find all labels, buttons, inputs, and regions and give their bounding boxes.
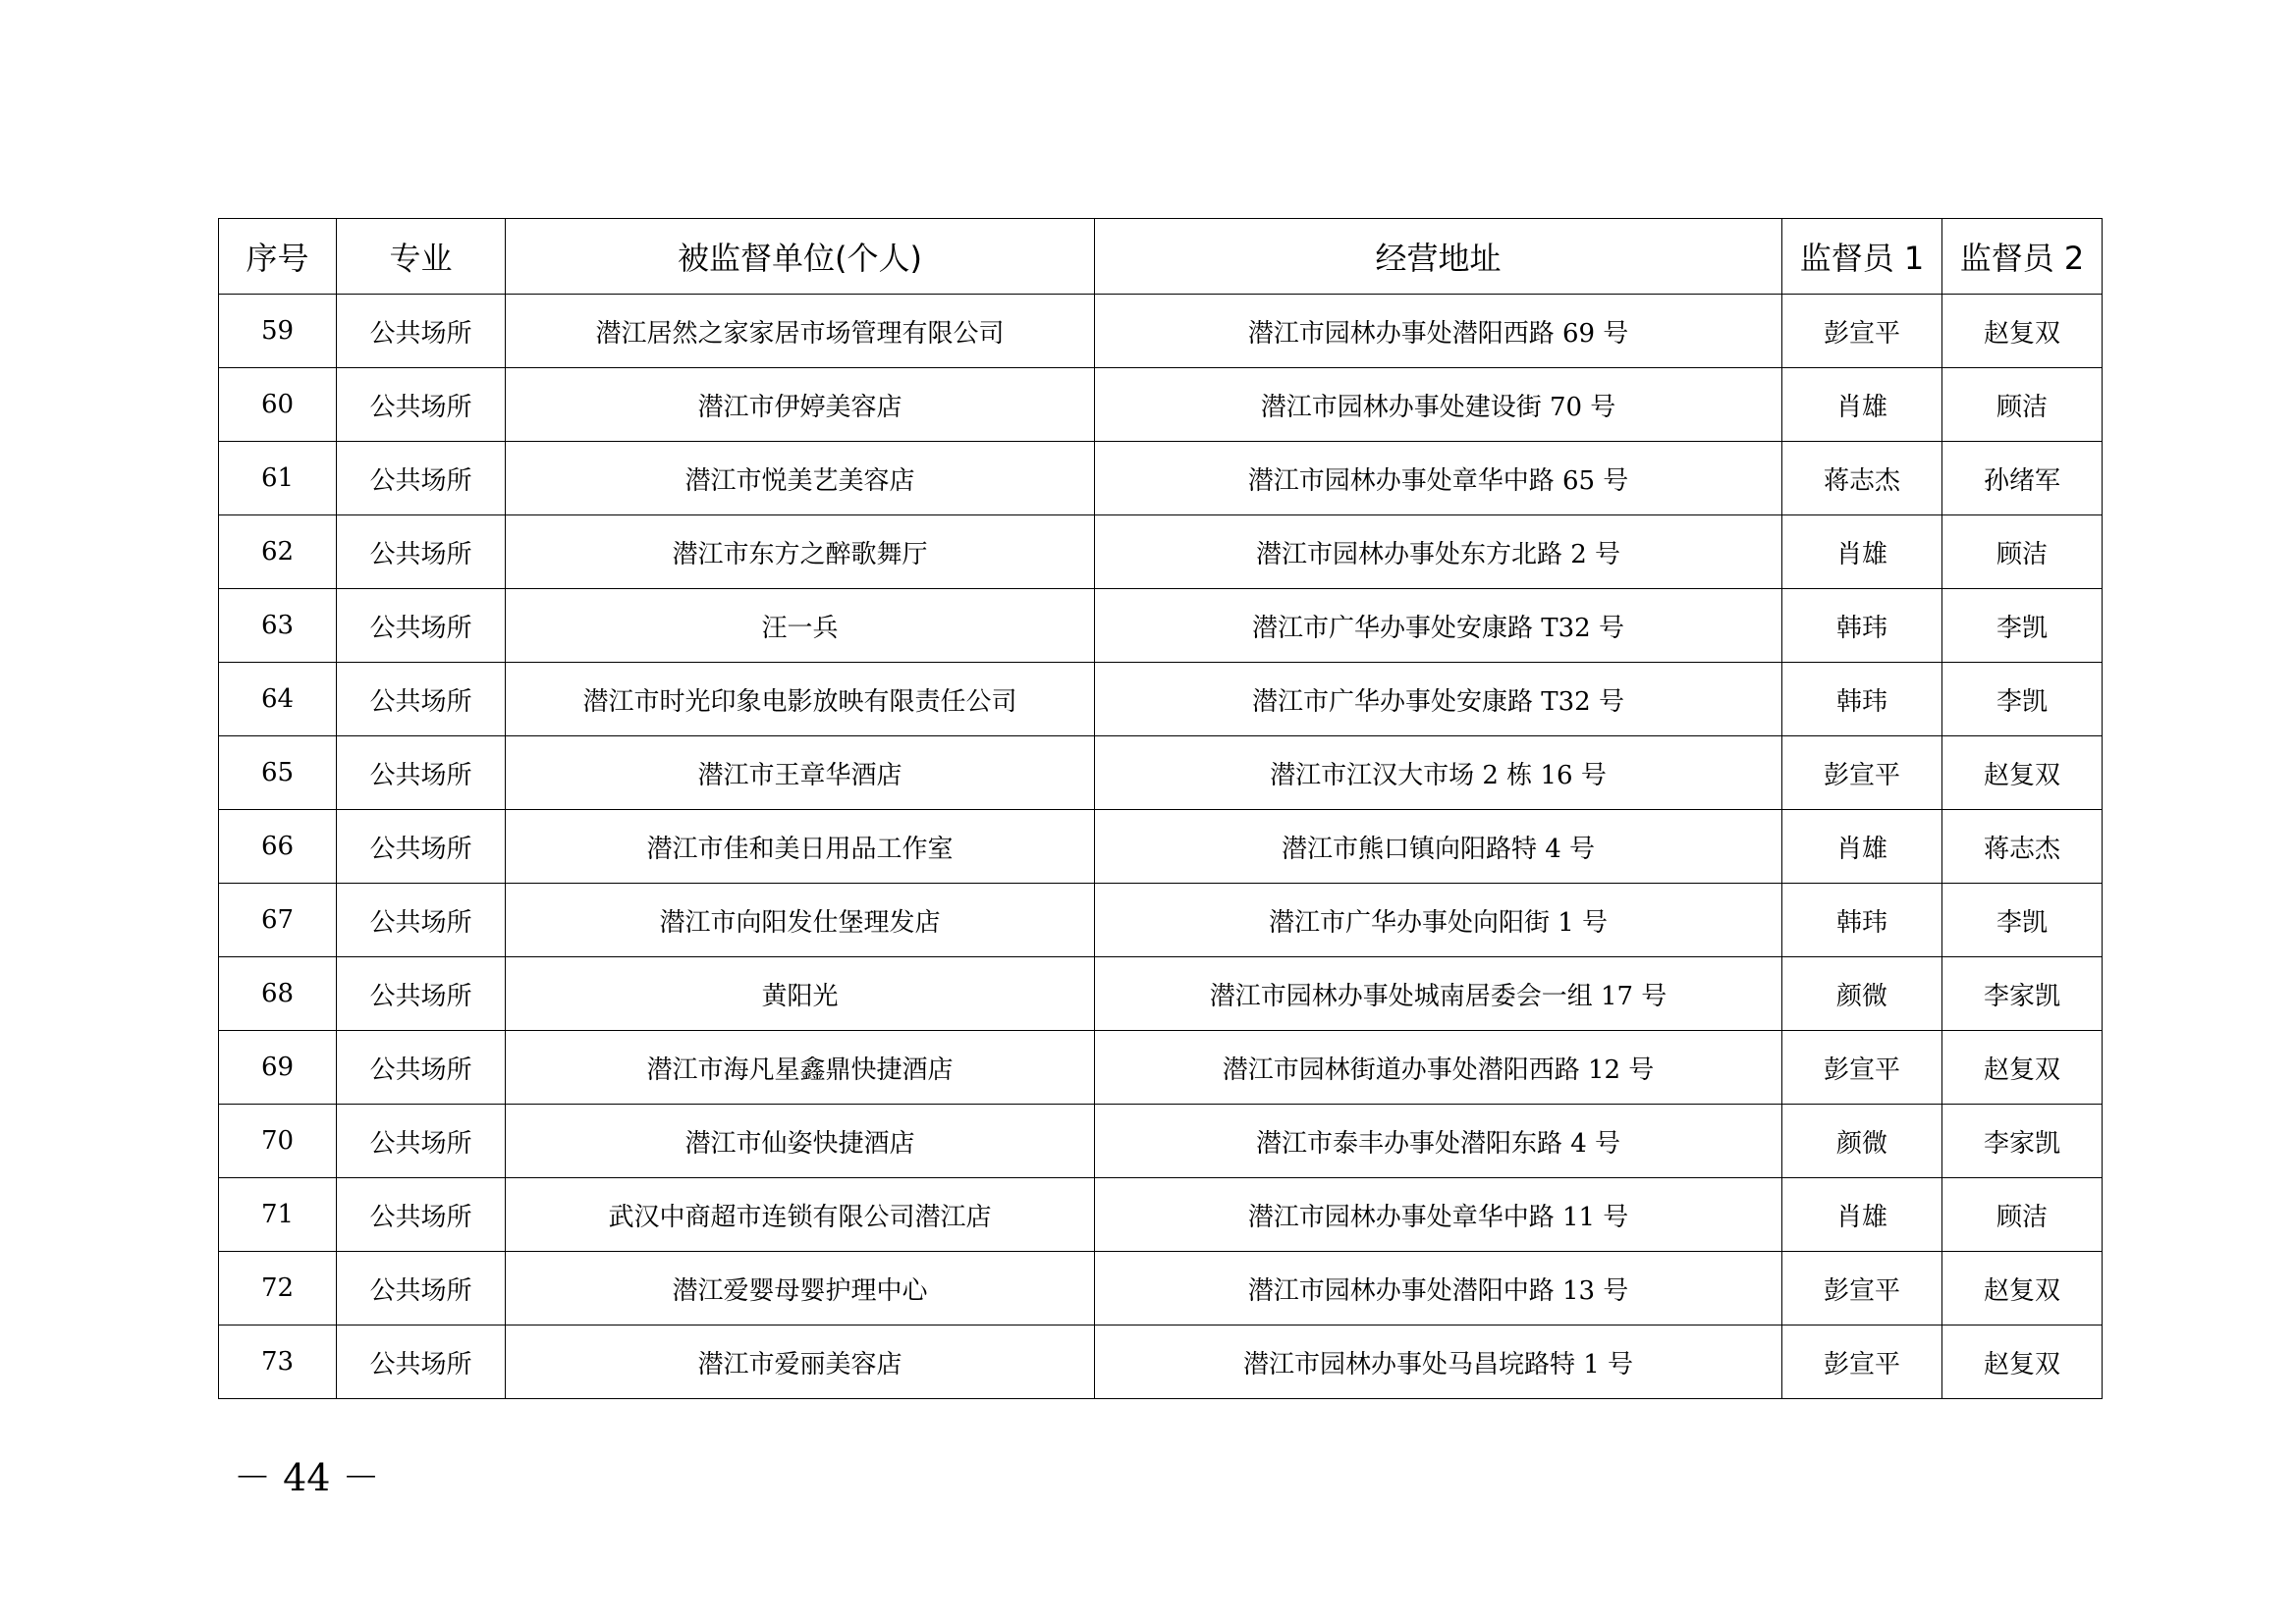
table-row [219, 442, 2103, 515]
cell-supervisor-2: 赵复双 [1942, 736, 2103, 810]
cell-supervised-unit: 潜江市爱丽美容店 [506, 1325, 1095, 1399]
cell-supervised-unit: 黄阳光 [506, 957, 1095, 1031]
cell-profession: 公共场所 [337, 589, 506, 663]
cell-supervised-unit: 武汉中商超市连锁有限公司潜江店 [506, 1178, 1095, 1252]
cell-supervisor-2: 顾洁 [1942, 515, 2103, 589]
cell-supervisor-2: 顾洁 [1942, 1178, 2103, 1252]
cell-address: 潜江市园林办事处城南居委会一组 17 号 [1095, 957, 1782, 1031]
cell-address: 潜江市园林办事处潜阳中路 13 号 [1095, 1252, 1782, 1325]
cell-seq: 71 [219, 1178, 337, 1252]
cell-supervisor-2: 赵复双 [1942, 295, 2103, 368]
cell-supervisor-1: 韩玮 [1782, 884, 1942, 957]
cell-profession: 公共场所 [337, 442, 506, 515]
cell-seq: 63 [219, 589, 337, 663]
table-row [219, 368, 2103, 442]
cell-supervisor-1: 蒋志杰 [1782, 442, 1942, 515]
table-row [219, 663, 2103, 736]
table-header [219, 219, 2103, 295]
cell-supervisor-1: 韩玮 [1782, 589, 1942, 663]
cell-supervisor-2: 李凯 [1942, 884, 2103, 957]
cell-supervisor-2: 李家凯 [1942, 957, 2103, 1031]
cell-supervisor-2: 赵复双 [1942, 1325, 2103, 1399]
table-row [219, 884, 2103, 957]
cell-profession: 公共场所 [337, 736, 506, 810]
cell-profession: 公共场所 [337, 515, 506, 589]
cell-supervisor-1: 彭宣平 [1782, 1252, 1942, 1325]
cell-profession: 公共场所 [337, 368, 506, 442]
table-row [219, 1031, 2103, 1105]
cell-seq: 73 [219, 1325, 337, 1399]
cell-supervisor-1: 颜微 [1782, 1105, 1942, 1178]
header-profession: 专业 [337, 219, 506, 295]
cell-profession: 公共场所 [337, 1105, 506, 1178]
cell-supervised-unit: 潜江市时光印象电影放映有限责任公司 [506, 663, 1095, 736]
cell-address: 潜江市园林办事处马昌垸路特 1 号 [1095, 1325, 1782, 1399]
header-supervisor-1: 监督员 1 [1782, 219, 1942, 295]
cell-seq: 66 [219, 810, 337, 884]
cell-supervisor-2: 李凯 [1942, 663, 2103, 736]
cell-supervised-unit: 潜江居然之家家居市场管理有限公司 [506, 295, 1095, 368]
cell-supervisor-1: 肖雄 [1782, 368, 1942, 442]
cell-profession: 公共场所 [337, 1178, 506, 1252]
cell-address: 潜江市园林办事处章华中路 11 号 [1095, 1178, 1782, 1252]
cell-seq: 67 [219, 884, 337, 957]
cell-address: 潜江市园林办事处潜阳西路 69 号 [1095, 295, 1782, 368]
cell-seq: 65 [219, 736, 337, 810]
cell-supervised-unit: 潜江市海凡星鑫鼎快捷酒店 [506, 1031, 1095, 1105]
table-row [219, 1105, 2103, 1178]
cell-address: 潜江市熊口镇向阳路特 4 号 [1095, 810, 1782, 884]
header-row [219, 219, 2103, 295]
cell-supervisor-1: 颜微 [1782, 957, 1942, 1031]
cell-supervisor-2: 孙绪军 [1942, 442, 2103, 515]
cell-seq: 60 [219, 368, 337, 442]
cell-address: 潜江市泰丰办事处潜阳东路 4 号 [1095, 1105, 1782, 1178]
cell-supervisor-1: 彭宣平 [1782, 1325, 1942, 1399]
cell-address: 潜江市园林办事处章华中路 65 号 [1095, 442, 1782, 515]
cell-supervised-unit: 潜江市伊婷美容店 [506, 368, 1095, 442]
cell-profession: 公共场所 [337, 1031, 506, 1105]
cell-address: 潜江市广华办事处安康路 T32 号 [1095, 589, 1782, 663]
table-row [219, 589, 2103, 663]
cell-profession: 公共场所 [337, 663, 506, 736]
cell-seq: 61 [219, 442, 337, 515]
cell-address: 潜江市园林街道办事处潜阳西路 12 号 [1095, 1031, 1782, 1105]
cell-address: 潜江市园林办事处建设街 70 号 [1095, 368, 1782, 442]
cell-address: 潜江市广华办事处向阳街 1 号 [1095, 884, 1782, 957]
cell-seq: 72 [219, 1252, 337, 1325]
cell-supervised-unit: 汪一兵 [506, 589, 1095, 663]
cell-supervised-unit: 潜江爱婴母婴护理中心 [506, 1252, 1095, 1325]
cell-supervisor-2: 李凯 [1942, 589, 2103, 663]
cell-supervised-unit: 潜江市佳和美日用品工作室 [506, 810, 1095, 884]
table-row [219, 810, 2103, 884]
cell-profession: 公共场所 [337, 295, 506, 368]
table-row [219, 1325, 2103, 1399]
cell-supervisor-1: 肖雄 [1782, 515, 1942, 589]
cell-profession: 公共场所 [337, 810, 506, 884]
cell-address: 潜江市广华办事处安康路 T32 号 [1095, 663, 1782, 736]
table-row [219, 295, 2103, 368]
table-row [219, 1178, 2103, 1252]
cell-supervisor-2: 赵复双 [1942, 1252, 2103, 1325]
cell-supervisor-1: 韩玮 [1782, 663, 1942, 736]
cell-seq: 64 [219, 663, 337, 736]
cell-supervisor-2: 赵复双 [1942, 1031, 2103, 1105]
cell-supervisor-2: 顾洁 [1942, 368, 2103, 442]
cell-supervised-unit: 潜江市仙姿快捷酒店 [506, 1105, 1095, 1178]
cell-supervised-unit: 潜江市王章华酒店 [506, 736, 1095, 810]
cell-supervisor-1: 肖雄 [1782, 810, 1942, 884]
cell-seq: 70 [219, 1105, 337, 1178]
cell-profession: 公共场所 [337, 884, 506, 957]
cell-supervisor-1: 彭宣平 [1782, 295, 1942, 368]
cell-supervisor-1: 彭宣平 [1782, 1031, 1942, 1105]
cell-supervised-unit: 潜江市悦美艺美容店 [506, 442, 1095, 515]
cell-profession: 公共场所 [337, 957, 506, 1031]
cell-seq: 69 [219, 1031, 337, 1105]
table-row [219, 515, 2103, 589]
header-seq: 序号 [219, 219, 337, 295]
header-address: 经营地址 [1095, 219, 1782, 295]
table-body [219, 295, 2103, 1399]
cell-profession: 公共场所 [337, 1252, 506, 1325]
cell-supervisor-1: 肖雄 [1782, 1178, 1942, 1252]
table-row [219, 957, 2103, 1031]
header-supervised-unit: 被监督单位(个人) [506, 219, 1095, 295]
cell-address: 潜江市园林办事处东方北路 2 号 [1095, 515, 1782, 589]
cell-seq: 59 [219, 295, 337, 368]
cell-seq: 68 [219, 957, 337, 1031]
header-supervisor-2: 监督员 2 [1942, 219, 2103, 295]
cell-supervised-unit: 潜江市向阳发仕堡理发店 [506, 884, 1095, 957]
cell-supervised-unit: 潜江市东方之醉歌舞厅 [506, 515, 1095, 589]
cell-supervisor-2: 李家凯 [1942, 1105, 2103, 1178]
table-row [219, 1252, 2103, 1325]
cell-address: 潜江市江汉大市场 2 栋 16 号 [1095, 736, 1782, 810]
cell-supervisor-2: 蒋志杰 [1942, 810, 2103, 884]
cell-seq: 62 [219, 515, 337, 589]
cell-profession: 公共场所 [337, 1325, 506, 1399]
cell-supervisor-1: 彭宣平 [1782, 736, 1942, 810]
page-number: － 44 － [234, 1456, 380, 1499]
table-row [219, 736, 2103, 810]
supervision-table [218, 218, 2103, 1399]
